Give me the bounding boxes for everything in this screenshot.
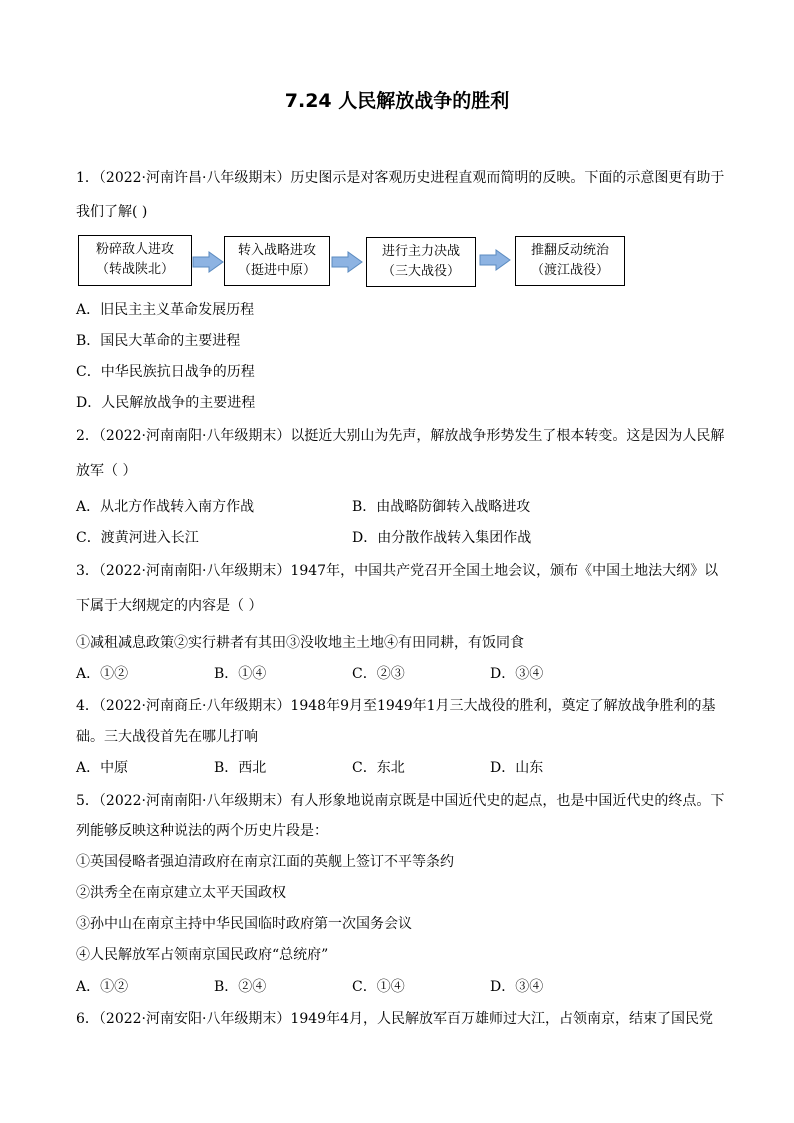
q5-statement-2: ②洪秀全在南京建立太平天国政权 [76,885,286,901]
right-arrow-icon [331,251,363,273]
flow-box-4-line1: 推翻反动统治 [530,243,609,258]
q5-option-c[interactable]: C．①④ [352,979,405,995]
q3-option-c[interactable]: C．②③ [352,666,405,682]
question-2-stem: 2．（2022·河南南阳·八年级期末）以挺近大别山为先声，解放战争形势发生了根本转变。这是因为人民解 [76,428,725,444]
q2-option-c[interactable]: C．渡黄河进入长江 [76,530,199,546]
flow-box-1-line1: 粉碎敌人进攻 [95,242,174,257]
question-3-stem: 3．（2022·河南南阳·八年级期末）1947年，中国共产党召开全国土地会议，颁布《中国土地法大纲》以 [76,563,719,579]
flow-box-2-line2: （挺进中原） [237,263,316,278]
q1-option-c[interactable]: C．中华民族抗日战争的历程 [76,364,255,380]
flow-box-1 [78,235,192,286]
q5-option-a[interactable]: A．①② [76,979,129,995]
q3-option-b[interactable]: B．①④ [214,666,267,682]
page-title: 7.24 人民解放战争的胜利 [284,90,510,112]
question-5-stem-cont: 列能够反映这种说法的两个历史片段是： [76,823,328,839]
question-4-stem-cont: 础。三大战役首先在哪儿打响 [76,729,258,745]
q5-option-b[interactable]: B．②④ [214,979,267,995]
q5-statement-3: ③孙中山在南京主持中华民国临时政府第一次国务会议 [76,916,412,932]
q3-option-a[interactable]: A．①② [76,666,129,682]
q4-option-d[interactable]: D．山东 [490,760,544,776]
question-1-stem-cont: 我们了解( ) [76,204,148,220]
q5-statement-1: ①英国侵略者强迫清政府在南京江面的英舰上签订不平等条约 [76,854,454,870]
right-arrow-icon [479,249,511,271]
q1-option-d[interactable]: D．人民解放战争的主要进程 [76,395,256,411]
flow-box-2-line1: 转入战略进攻 [237,243,316,258]
q5-statement-4: ④人民解放军占领南京国民政府“总统府” [76,947,329,963]
flow-box-4-line2: （渡江战役） [530,263,609,278]
question-2-stem-cont: 放军（ ） [76,463,137,479]
question-5-stem: 5．（2022·河南南阳·八年级期末）有人形象地说南京既是中国近代史的起点，也是中国近代史的终点。下 [76,793,725,809]
question-3-stem-cont: 下属于大纲规定的内容是（ ） [76,598,263,614]
q2-option-d[interactable]: D．由分散作战转入集团作战 [352,530,532,546]
question-1-stem: 1．（2022·河南许昌·八年级期末）历史图示是对客观历史进程直观而简明的反映。下面的示意图更有助于 [76,170,725,186]
right-arrow-icon [192,251,224,273]
question-4-stem: 4．（2022·河南商丘·八年级期末）1948年9月至1949年1月三大战役的胜利，奠定了解放战争胜利的基 [76,698,716,714]
flow-box-2 [224,236,330,286]
flow-box-1-line2: （转战陕北） [95,262,174,277]
question-6-stem: 6．（2022·河南安阳·八年级期末）1949年4月，人民解放军百万雄师过大江，占领南京，结束了国民党 [76,1011,713,1027]
q4-option-b[interactable]: B．西北 [214,760,267,776]
flow-box-3-line1: 进行主力决战 [381,244,460,259]
q5-option-d[interactable]: D．③④ [490,979,544,995]
q4-option-c[interactable]: C．东北 [352,760,405,776]
flow-box-3 [366,237,476,287]
q1-option-b[interactable]: B．国民大革命的主要进程 [76,333,241,349]
q2-option-b[interactable]: B．由战略防御转入战略进攻 [352,499,531,515]
question-3-statements: ①减租减息政策②实行耕者有其田③没收地主土地④有田同耕，有饭同食 [76,635,524,651]
q2-option-a[interactable]: A．从北方作战转入南方作战 [76,499,255,515]
flow-box-3-line2: （三大战役） [381,264,460,279]
q4-option-a[interactable]: A．中原 [76,760,129,776]
q1-option-a[interactable]: A．旧民主主义革命发展历程 [76,302,255,318]
flow-box-4 [515,236,625,286]
q3-option-d[interactable]: D．③④ [490,666,544,682]
